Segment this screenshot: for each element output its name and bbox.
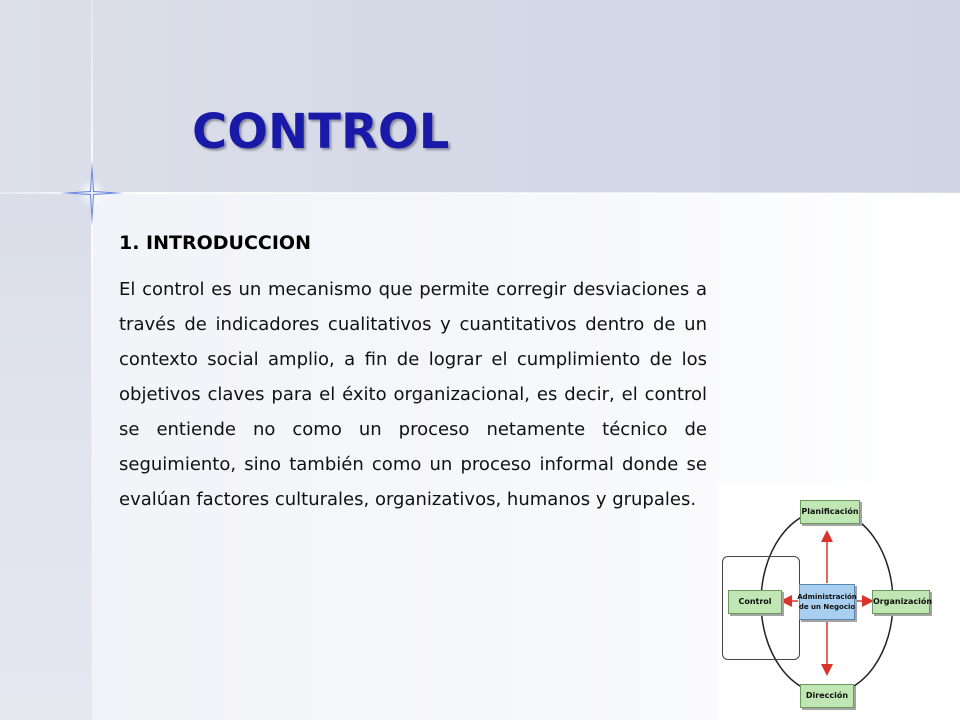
node-administracion: Administración de un Negocio <box>799 584 855 620</box>
node-direccion: Dirección <box>800 684 854 708</box>
node-planificacion: Planificación <box>800 500 860 524</box>
management-cycle-diagram <box>718 484 960 720</box>
node-organizacion: Organización <box>872 590 930 614</box>
vertical-divider <box>91 0 93 720</box>
section-heading: 1. INTRODUCCION <box>119 232 311 254</box>
top-band <box>0 0 960 193</box>
node-control: Control <box>728 590 782 614</box>
page-title: CONTROL <box>192 104 450 160</box>
intro-paragraph: El control es un mecanismo que permite corregir desviaciones a través de indicadores cualitativos y cuantitativos dentro de un contexto social amplio, a fin de lograr el cumplimiento de los objetivos claves para el éxito organizacional, es decir, el control se entiende no como un proceso netamente técnico de seguimiento, sino también como un proceso informal donde se evalúan factores culturales, organizativos, humanos y grupales. <box>119 279 707 510</box>
sparkle-icon <box>52 152 132 232</box>
horizontal-divider <box>0 192 960 194</box>
